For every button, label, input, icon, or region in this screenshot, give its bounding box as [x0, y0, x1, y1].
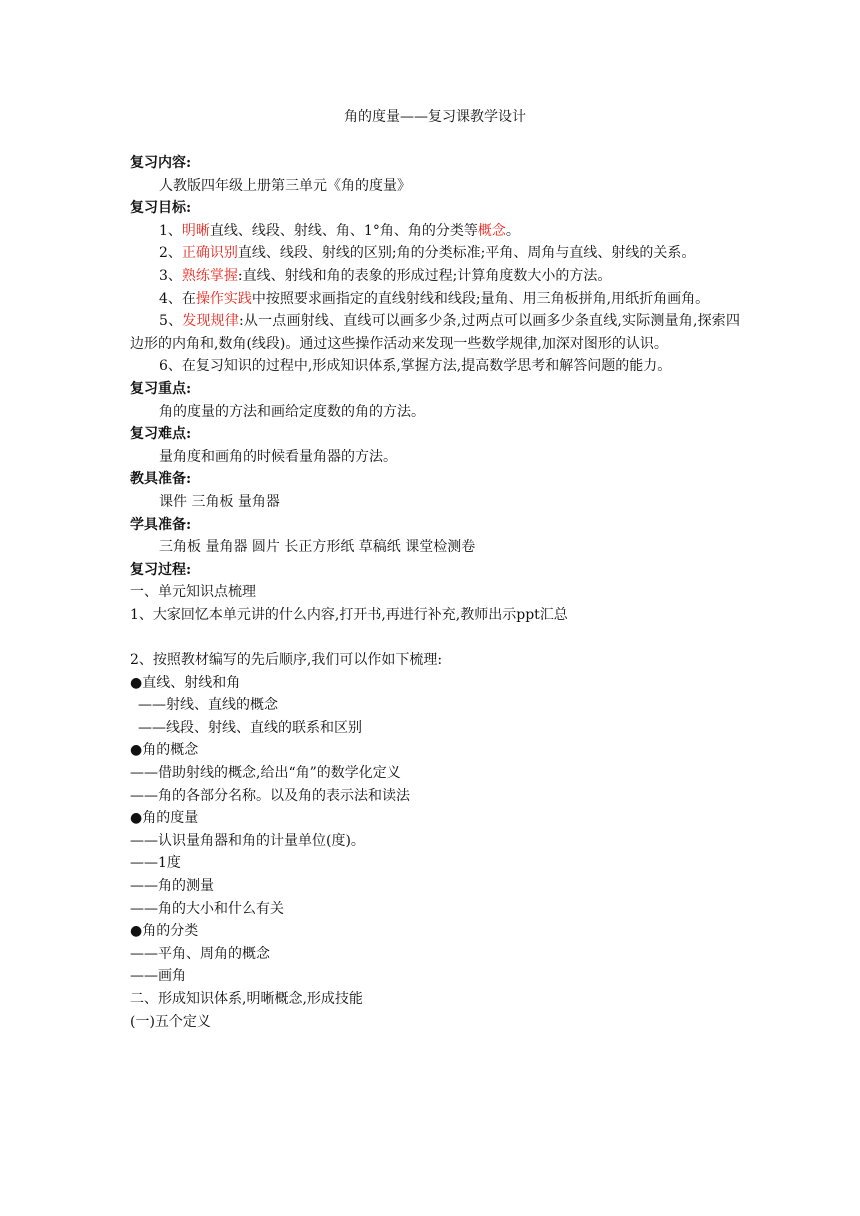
key-points-text: 角的度量的方法和画给定度数的角的方法。: [159, 403, 425, 420]
outline-sub-item: ——画角: [130, 968, 186, 985]
objective-3: 3、熟练掌握:直线、射线和角的表象的形成过程;计算角度数大小的方法。: [159, 267, 612, 284]
outline-sub-item: ——平角、周角的概念: [130, 945, 270, 962]
outline-bullet-item: ●角的分类: [130, 923, 199, 940]
highlight: 明晰: [181, 222, 210, 239]
teacher-tools-text: 课件 三角板 量角器: [159, 493, 280, 510]
outline-sub-item: ——认识量角器和角的计量单位(度)。: [130, 832, 365, 849]
highlight: 操作实践: [195, 290, 252, 307]
document-body: [130, 106, 740, 1033]
content-text: 人教版四年级上册第三单元《角的度量》: [159, 177, 411, 194]
highlight: 熟练掌握: [181, 267, 238, 284]
outline-sub-item: ——角的测量: [130, 878, 214, 894]
outline-bullet-item: ●角的度量: [130, 810, 199, 827]
heading-key-points: 复习重点:: [130, 380, 192, 397]
blank-line: [130, 626, 740, 649]
section-2-title: 二、形成知识体系,明晰概念,形成技能: [130, 990, 363, 1007]
heading-content: 复习内容:: [130, 155, 192, 171]
outline-bullet-item: ●直线、射线和角: [130, 674, 241, 691]
step-2: 2、按照教材编写的先后顺序,我们可以作如下梳理:: [130, 652, 443, 669]
objective-6: 6、在复习知识的过程中,形成知识体系,掌握方法,提高数学思考和解答问题的能力。: [159, 358, 672, 375]
highlight: 发现规律: [182, 313, 240, 330]
step-1: 1、大家回忆本单元讲的什么内容,打开书,再进行补充,教师出示ppt汇总: [130, 606, 568, 623]
objective-2: 2、正确识别直线、线段、射线的区别;角的分类标准;平角、周角与直线、射线的关系。: [159, 245, 696, 262]
heading-objectives: 复习目标:: [130, 200, 192, 217]
highlight: 概念: [477, 222, 506, 239]
objective-1: 1、明晰直线、线段、射线、角、1°角、角的分类等概念。: [159, 222, 520, 239]
heading-student-tools: 学具准备:: [130, 516, 192, 533]
objective-5: 5、发现规律:从一点画射线、直线可以画多少条,过两点可以画多少条直线,实际测量角,探索四边形的内角和,数角(线段)。通过这些操作活动来发现一些数学规律,加深对图形的认识。: [130, 313, 740, 352]
difficulty-text: 量角度和画角的时候看量角器的方法。: [159, 448, 397, 465]
sub-section-title: (一)五个定义: [130, 1013, 211, 1030]
outline-sub-item: ——线段、射线、直线的联系和区别: [138, 719, 362, 736]
outline-sub-item: ——借助射线的概念,给出“角”的数学化定义: [130, 765, 401, 782]
student-tools-text: 三角板 量角器 圆片 长正方形纸 草稿纸 课堂检测卷: [159, 539, 476, 556]
objective-4: 4、在操作实践中按照要求画指定的直线射线和线段;量角、用三角板拼角,用纸折角画角。: [159, 290, 710, 307]
outline-sub-item: ——1度: [130, 855, 181, 872]
outline-sub-item: ——角的大小和什么有关: [130, 900, 284, 917]
section-1-title: 一、单元知识点梳理: [130, 584, 256, 601]
heading-difficulty: 复习难点:: [130, 426, 192, 443]
outline-list: [130, 672, 740, 988]
outline-sub-item: ——角的各部分名称。以及角的表示法和读法: [130, 787, 410, 804]
document-title: 角的度量——复习课教学设计: [344, 109, 526, 125]
outline-bullet-item: ●角的概念: [130, 742, 199, 759]
outline-sub-item: ——射线、直线的概念: [138, 697, 278, 714]
highlight: 正确识别: [181, 245, 238, 262]
heading-process: 复习过程:: [130, 561, 192, 578]
heading-teacher-tools: 教具准备:: [130, 471, 192, 488]
